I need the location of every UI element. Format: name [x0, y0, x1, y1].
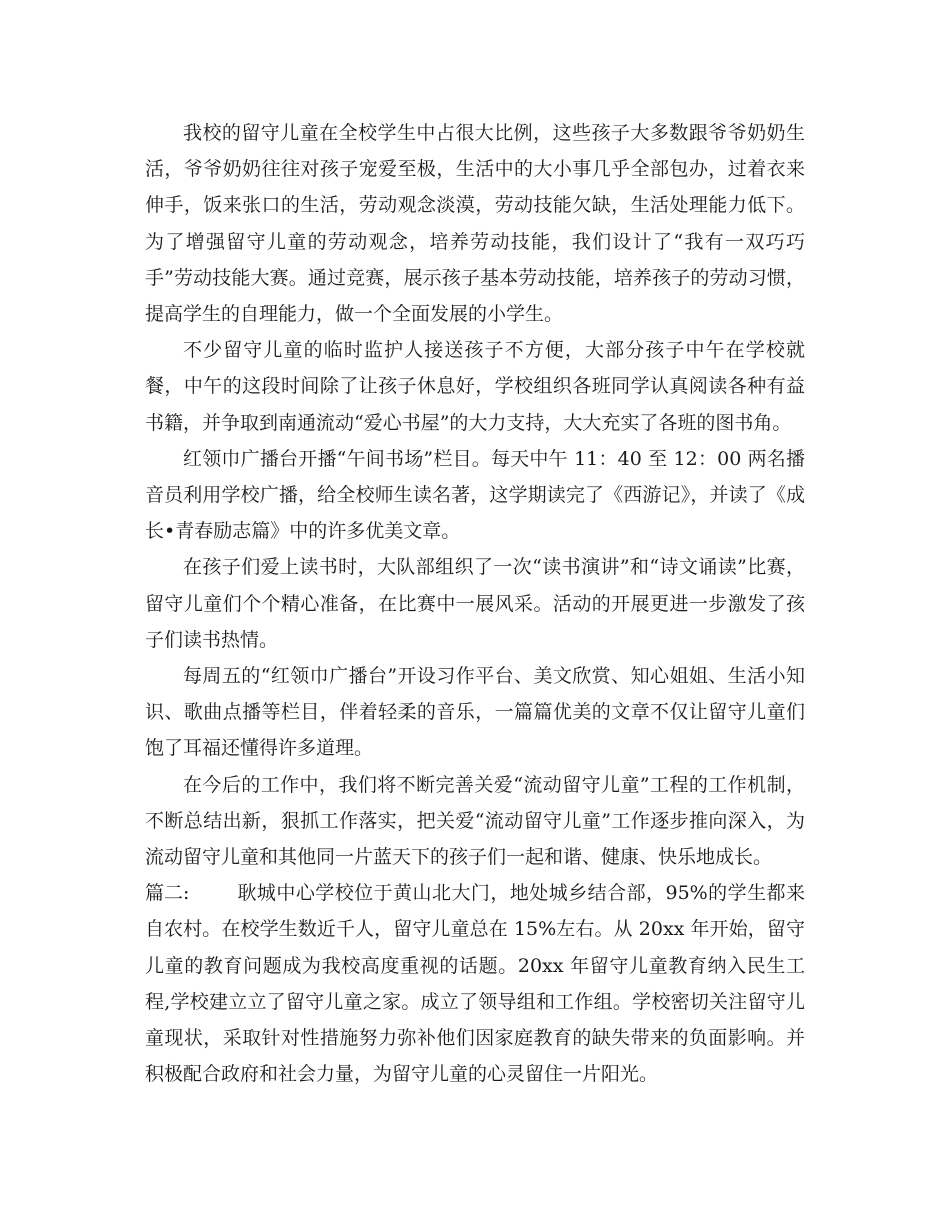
paragraph-radio-station: 红领巾广播台开播“午间书场”栏目。每天中午 11：40 至 12：00 两名播音员利用学校广播，给全校师生读名著，这学期读完了《西游记》，并读了《成长•青春励志篇》中的许多优美文章。 [145, 447, 805, 543]
paragraph-labor-skills: 我校的留守儿童在全校学生中占很大比例，这些孩子大多数跟爷爷奶奶生活，爷爷奶奶往往对孩子宠爱至极，生活中的大小事几乎全部包办，过着衣来伸手，饭来张口的生活，劳动观念淡漠，劳动技能欠缺，生活处理能力低下。为了增强留守儿童的劳动观念，培养劳动技能，我们设计了“我有一双巧巧手”劳动技能大赛。通过竞赛，展示孩子基本劳动技能，培养孩子的劳动习惯，提高学生的自理能力，做一个全面发展的小学生。 [145, 122, 805, 326]
document-page [145, 115, 805, 1092]
paragraph-reading-contest: 在孩子们爱上读书时，大队部组织了一次“读书演讲”和“诗文诵读”比赛，留守儿童们个个精心准备，在比赛中一展风采。活动的开展更进一步激发了孩子们读书热情。 [145, 556, 805, 651]
section-two-text: 耿城中心学校位于黄山北大门，地处城乡结合部，95%的学生都来自农村。在校学生数近千人，留守儿童总在 15%左右。从 20xx 年开始，留守儿童的教育问题成为我校高度重视的话题。20xx 年留守儿童教育纳入民生工程,学校建立立了留守儿童之家。成立了领导组和工作组。学校密切关注留守儿童现状，采取针对性措施努力弥补他们因家庭教育的缺失带来的负面影响。并积极配合政府和社会力量，为留守儿童的心灵留住一片阳光。 [145, 882, 805, 1086]
paragraph-reading-books: 不少留守儿童的临时监护人接送孩子不方便，大部分孩子中午在学校就餐，中午的这段时间除了让孩子休息好，学校组织各班同学认真阅读各种有益书籍，并争取到南通流动“爱心书屋”的大力支持，大大充实了各班的图书角。 [145, 339, 805, 434]
paragraph-weekly-program: 每周五的“红领巾广播台”开设习作平台、美文欣赏、知心姐姐、生活小知识、歌曲点播等栏目，伴着轻柔的音乐，一篇篇优美的文章不仅让留守儿童们饱了耳福还懂得许多道理。 [145, 665, 805, 760]
section-two-label: 篇二: [145, 882, 190, 905]
section-two [145, 875, 805, 1092]
paragraph-future-work: 在今后的工作中，我们将不断完善关爱“流动留守儿童”工程的工作机制，不断总结出新，狠抓工作落实，把关爱“流动留守儿童”工作逐步推向深入，为流动留守儿童和其他同一片蓝天下的孩子们一起和谐、健康、快乐地成长。 [145, 773, 805, 869]
